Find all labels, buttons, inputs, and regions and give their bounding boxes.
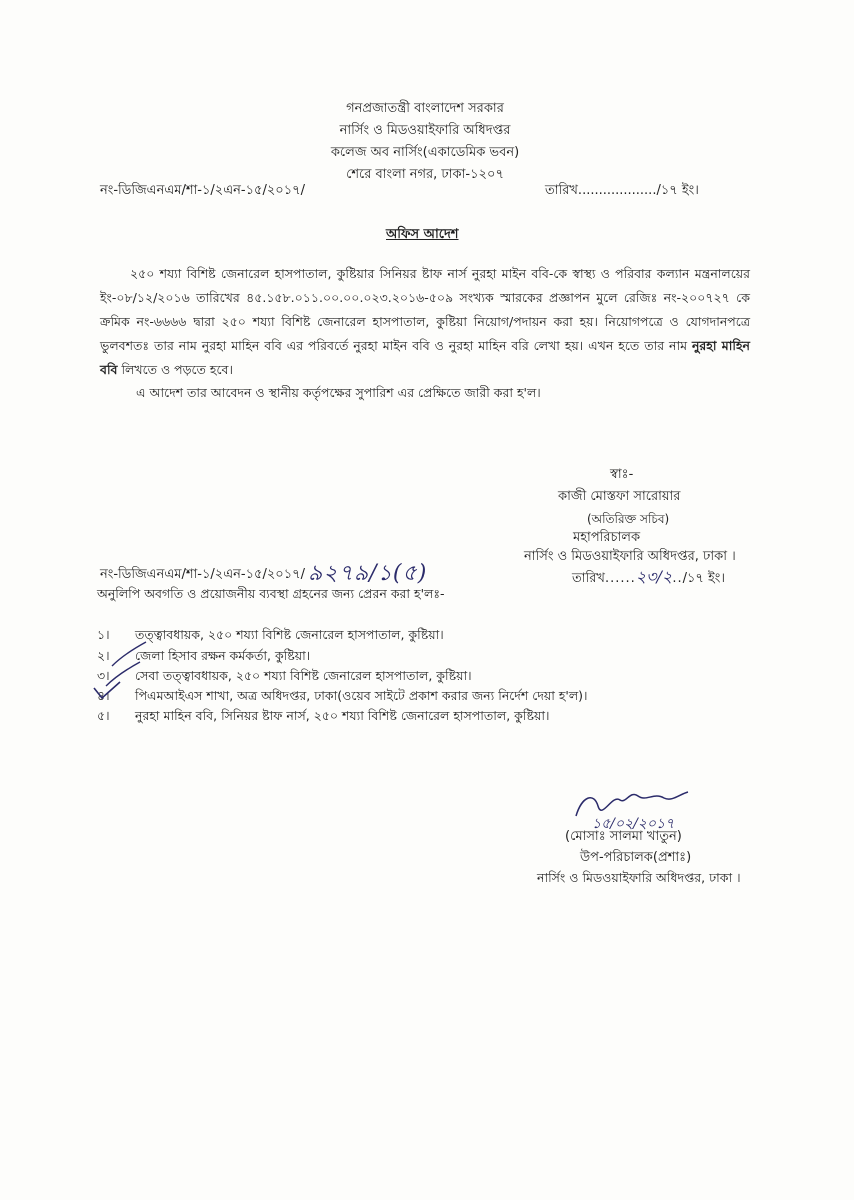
cc-list-item: ২। জেলা হিসাব রক্ষন কর্মকর্তা, কুষ্টিয়া। [97,648,311,663]
memo-number: নং-ডিজিএনএম/শা-১/২এন-১৫/২০১৭/ [100,567,306,582]
handwritten-memo-number: ৯২৭৯/১(৫) [308,561,428,586]
cc-list-item: ৪। পিএমআইএস শাখা, অত্র অধিদপ্তর, ঢাকা(ওয়েব সাইটে প্রকাশ করার জন্য নির্দেশ দেয়া হ'ল)। [97,688,588,703]
deputy-director-office: নার্সিং ও মিডওয়াইফারি অধিদপ্তর, ঢাকা । [537,870,741,885]
memo-date-suffix: /১৭ ইং। [682,571,726,586]
header-government: গনপ্রজাতন্ত্রী বাংলাদেশ সরকার [346,101,504,116]
header-directorate: নার্সিং ও মিডওয়াইফারি অধিদপ্তর [339,123,511,138]
order-body-end: লিখতে ও পড়তে হবে। [117,362,233,377]
order-issuance-statement: এ আদেশ তার আবেদন ও স্থানীয় কর্তৃপক্ষের সুপারিশ এর প্রেক্ষিতে জারী করা হ'ল। [136,385,541,400]
signatory-designation: মহাপরিচালক [573,530,641,545]
handwritten-signature-date: ১৫/০২/২০১৭ [592,816,675,832]
order-title: অফিস আদেশ [386,227,459,242]
corrected-name: নুরহা মাহিন ববি [100,338,750,377]
reference-date: তারিখ.................../১৭ ইং। [545,183,699,198]
memo-date: তারিখ......২৩/২../১৭ ইং। [572,567,726,586]
header-address: শেরে বাংলা নগর, ঢাকা-১২০৭ [346,167,504,182]
signatory-rank: (অতিরিক্ত সচিব) [587,512,670,526]
reference-number: নং-ডিজিএনএম/শা-১/২এন-১৫/২০১৭/ [100,183,306,198]
header-college: কলেজ অব নার্সিং(একাডেমিক ভবন) [330,145,520,160]
cc-list-item: ১। তত্ত্বাবধায়ক, ২৫০ শয্যা বিশিষ্ট জেনারেল হাসপাতাল, কুষ্টিয়া। [97,627,444,642]
order-body-paragraph [100,262,750,382]
handwritten-memo-date: ২৩/২ [635,567,673,586]
cc-list-item: ৩। সেবা তত্ত্বাবধায়ক, ২৫০ শয্যা বিশিষ্ট জেনারেল হাসপাতাল, কুষ্টিয়া। [97,668,472,683]
cc-intro: অনুলিপি অবগতি ও প্রয়োজনীয় ব্যবস্থা গ্রহনের জন্য প্রেরন করা হ'লঃ- [97,586,445,601]
order-body-text: ২৫০ শয্যা বিশিষ্ট জেনারেল হাসপাতাল, কুষ্টিয়ার সিনিয়র ষ্টাফ নার্স নুরহা মাইন ববি-কে স্বাস্থ্য ও পরিবার কল্যান মন্ত্রনালয়ের ইং-০৮/১২/২০১৬ তারিখের ৪৫.১৫৮.০১১.০০.০০.০২৩.২০১৬-৫০৯ সংখ্যক স্মারকের প্রজ্ঞাপন মুলে রেজিঃ নং-২০০৭২৭ কে ক্রমিক নং-৬৬৬৬ দ্বারা ২৫০ শয্যা বিশিষ্ট জেনারেল হাসপাতাল, কুষ্টিয়া নিয়োগ/পদায়ন করা হয়। নিয়োগপত্রে ও যোগদানপত্রে ভুলবশতঃ তার নাম নুরহা মাহিন ববি এর পরিবর্তে নুরহা মাইন ববি ও নুরহা মাহিন বরি লেখা হয়। এখন হতে তার নাম [100,266,750,353]
deputy-director-name: (মোসাঃ সালমা খাতুন) [565,829,682,844]
letterhead [230,98,620,186]
pen-tick-icon [92,680,122,704]
memo-date-label: তারিখ [572,571,605,586]
signatory-office: নার্সিং ও মিডওয়াইফারি অধিদপ্তর, ঢাকা । [524,549,736,564]
cc-list-item: ৫। নুরহা মাহিন ববি, সিনিয়র ষ্টাফ নার্স, ২৫০ শয্যা বিশিষ্ট জেনারেল হাসপাতাল, কুষ্টিয়া। [97,708,550,723]
deputy-director-designation: উপ-পরিচালক(প্রশাঃ) [580,850,692,865]
signatory-name: কাজী মোস্তফা সারোয়ার [558,489,681,504]
signature-mark: স্বাঃ- [610,467,634,482]
